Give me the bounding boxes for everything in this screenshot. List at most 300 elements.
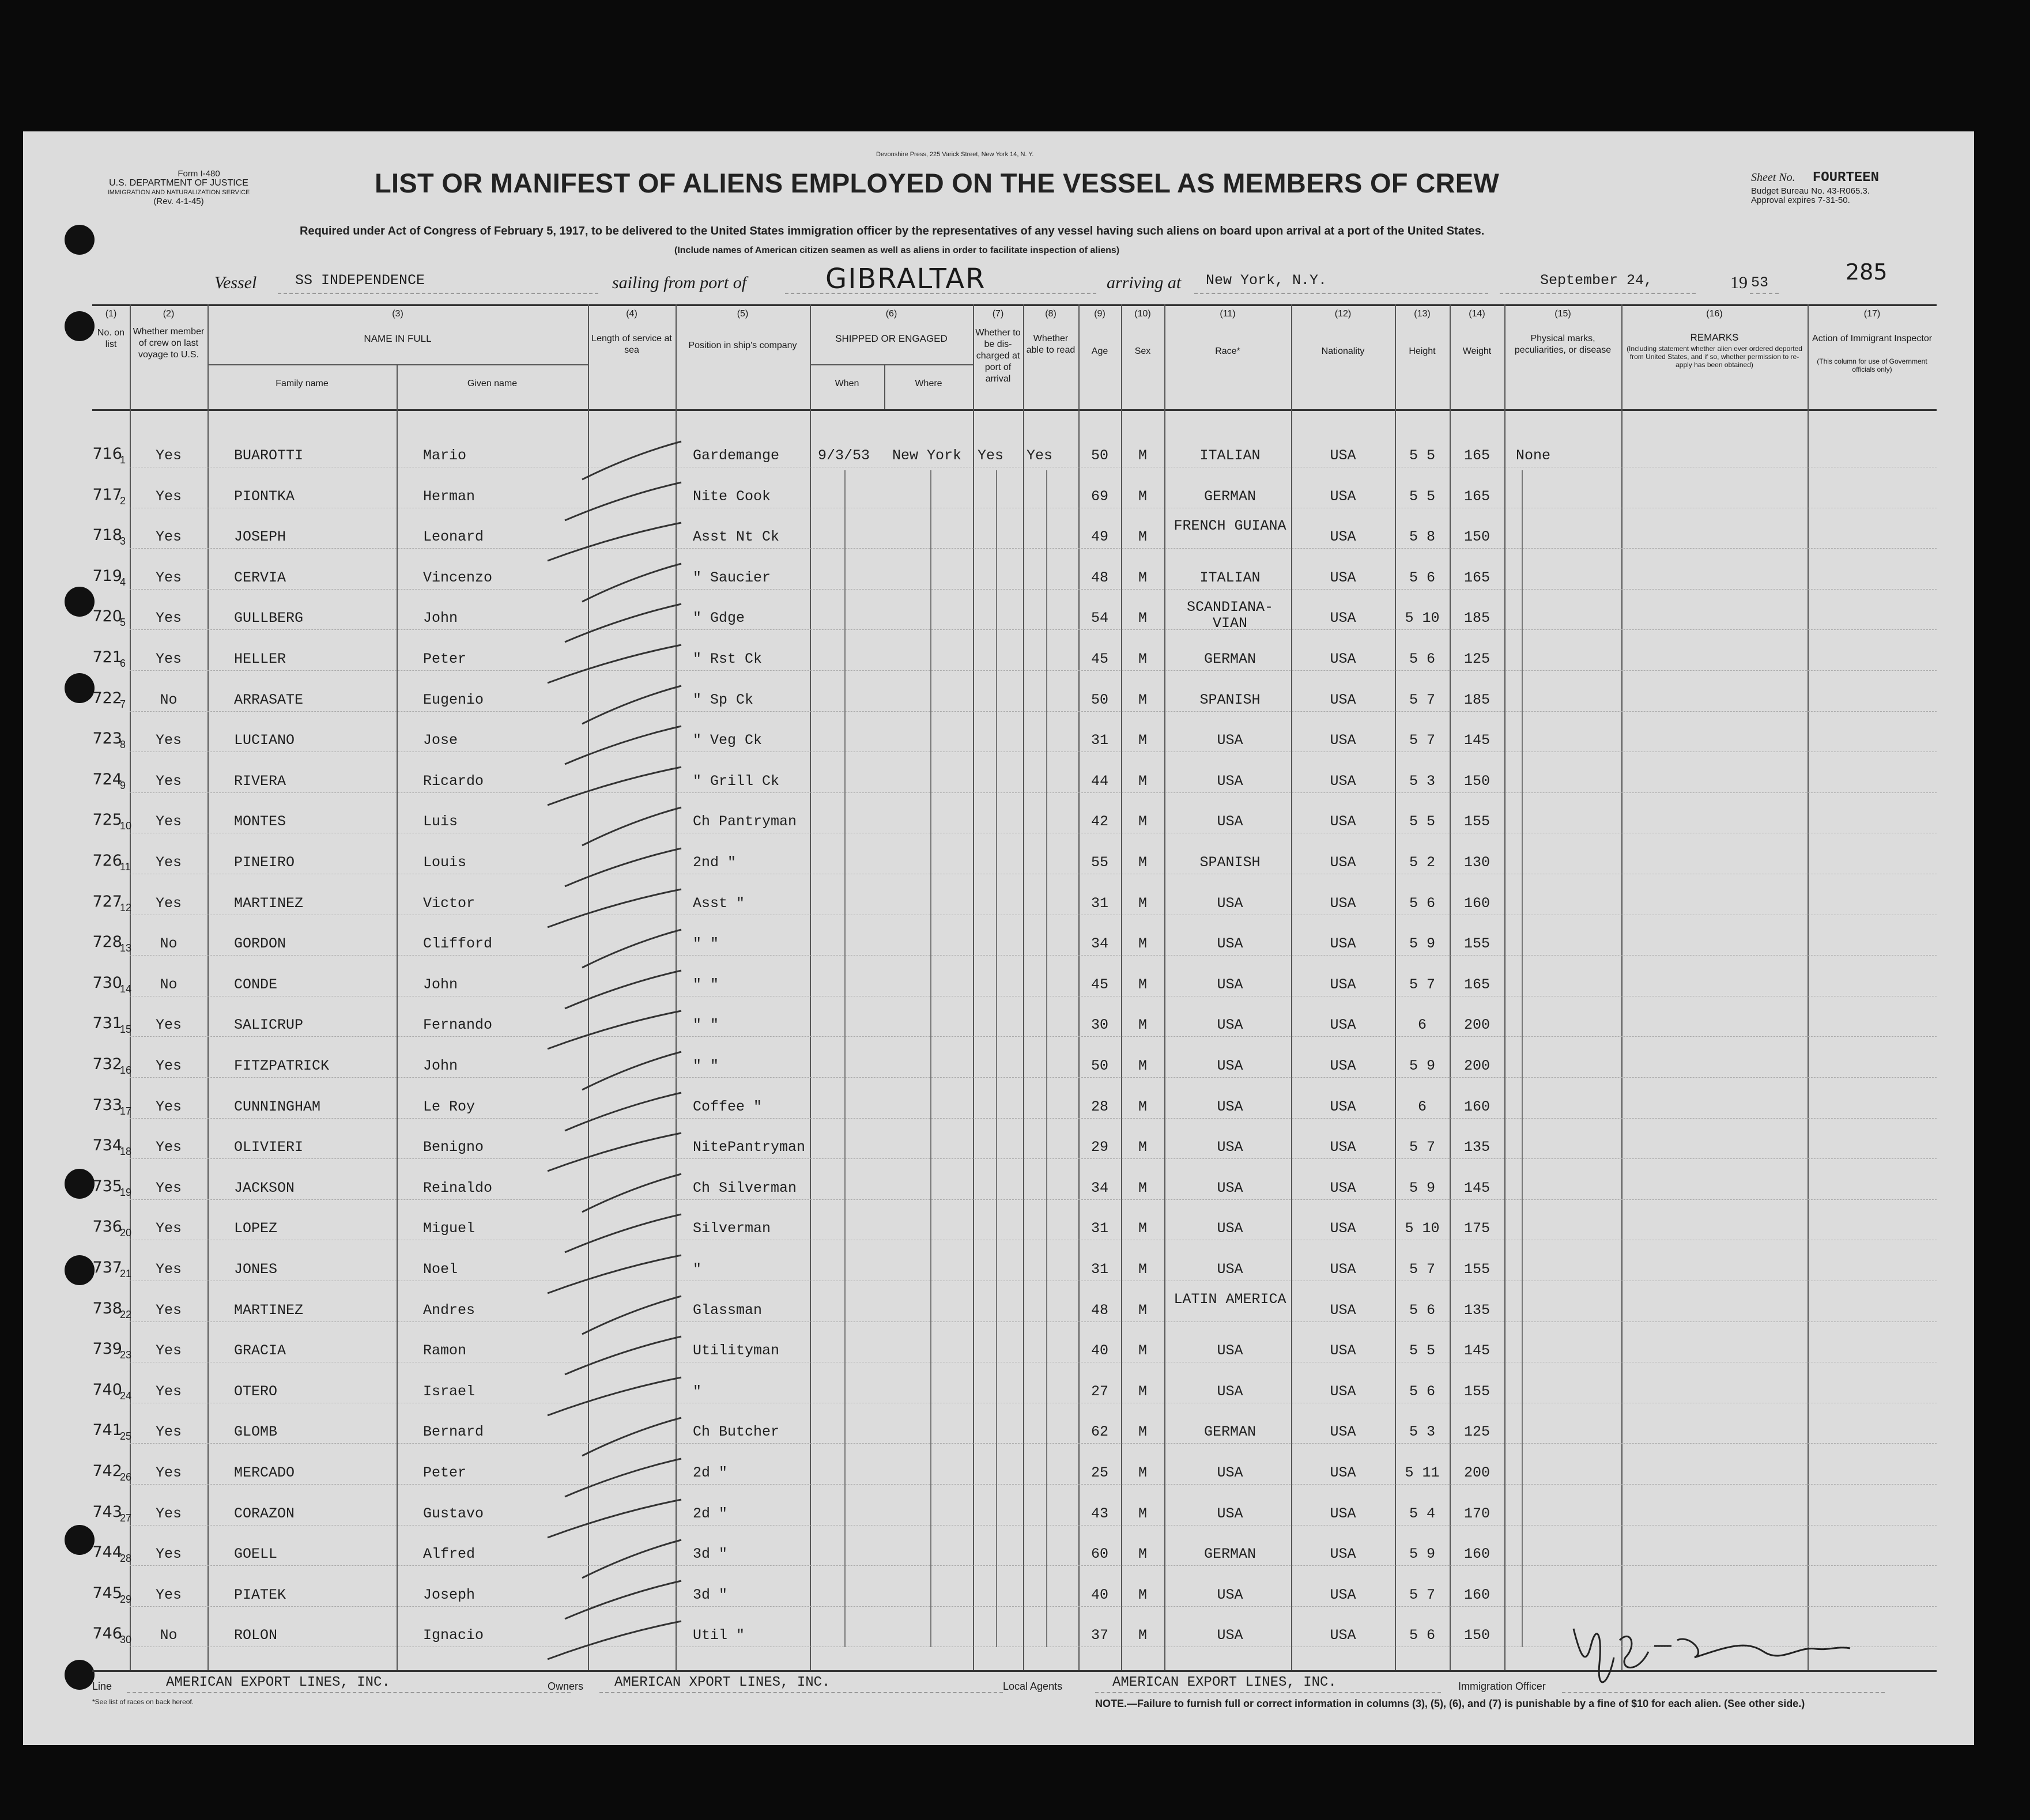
family-name: OTERO (234, 1383, 278, 1400)
crew-last-voyage: Yes (155, 1464, 182, 1481)
sex: M (1138, 1587, 1147, 1603)
height: 5 6 (1409, 1383, 1435, 1400)
column-number: (7) (992, 309, 1004, 319)
nationality: USA (1330, 1587, 1356, 1603)
given-name: Le Roy (423, 1098, 476, 1115)
sex: M (1138, 651, 1147, 667)
weight: 150 (1463, 1627, 1490, 1644)
position: Utilityman (693, 1342, 780, 1359)
height: 5 10 (1405, 1220, 1440, 1237)
line-stamp-number: 732 (92, 1055, 122, 1073)
family-name: GRACIA (234, 1342, 286, 1359)
line-stamp-number: 727 (92, 893, 122, 911)
line-stamp-number: 716 (92, 445, 122, 463)
age: 34 (1091, 935, 1108, 952)
position: " " (693, 976, 719, 993)
family-name: GLOMB (234, 1423, 278, 1440)
age: 55 (1091, 854, 1108, 871)
pencil-stroke (582, 930, 681, 968)
position: " Rst Ck (693, 651, 763, 667)
able-to-read: Yes (1027, 447, 1053, 464)
discharged: Yes (978, 447, 1004, 464)
pencil-stroke (548, 767, 681, 805)
pencil-stroke (582, 686, 681, 724)
pencil-stroke (548, 1500, 681, 1538)
crew-last-voyage: Yes (155, 1546, 182, 1562)
position: " " (693, 1058, 719, 1074)
race: USA (1217, 935, 1243, 952)
sex: M (1138, 447, 1147, 464)
crew-last-voyage: No (160, 692, 178, 708)
given-name: Benigno (423, 1139, 484, 1156)
sex: M (1138, 610, 1147, 626)
weight: 145 (1463, 1342, 1490, 1359)
line-stamp-number: 731 (92, 1014, 122, 1032)
column-header-c10: Sex (1134, 346, 1151, 356)
position: " Veg Ck (693, 732, 763, 749)
given-name: John (423, 976, 458, 993)
line-number: 18 (120, 1146, 132, 1157)
column-header-c11: Race* (1215, 346, 1240, 356)
column-header-c2: Whether member of crew on last voyage to U.S. (133, 327, 205, 360)
sheet-label: Sheet No. (1751, 171, 1795, 184)
race: USA (1217, 1464, 1243, 1481)
line-number: 5 (120, 617, 126, 628)
line-number: 14 (120, 983, 132, 995)
nationality: USA (1330, 895, 1356, 912)
line-stamp-number: 736 (92, 1218, 122, 1236)
crew-last-voyage: Yes (155, 1098, 182, 1115)
line-number: 7 (120, 698, 126, 710)
crew-last-voyage: Yes (155, 1220, 182, 1237)
nationality: USA (1330, 854, 1356, 871)
position: " Saucier (693, 569, 771, 586)
line-number: 21 (120, 1268, 132, 1279)
sex: M (1138, 1627, 1147, 1644)
line-stamp-number: 726 (92, 852, 122, 870)
column-header-c4: Length of service at sea (591, 334, 672, 355)
family-name: ROLON (234, 1627, 278, 1644)
given-name: Clifford (423, 935, 493, 952)
sheet-number: FOURTEEN (1812, 170, 1880, 186)
race: USA (1217, 1180, 1243, 1196)
column-header-c3b: Given name (467, 379, 518, 388)
height: 5 7 (1409, 1261, 1435, 1278)
family-name: OLIVIERI (234, 1139, 304, 1156)
sex: M (1138, 569, 1147, 586)
sex: M (1138, 1017, 1147, 1033)
line-number: 16 (120, 1064, 132, 1076)
crew-last-voyage: Yes (155, 854, 182, 871)
race: USA (1217, 1058, 1243, 1074)
given-name: Luis (423, 813, 458, 830)
sex: M (1138, 1546, 1147, 1562)
column-header-c15: Physical marks, peculiarities, or disease (1514, 334, 1612, 355)
officer-signature (1556, 1606, 1867, 1698)
position: Asst " (693, 895, 745, 912)
position: 3d " (693, 1587, 728, 1603)
given-name: Noel (423, 1261, 458, 1278)
sex: M (1138, 1098, 1147, 1115)
column-header-c13: Height (1409, 346, 1436, 356)
crew-last-voyage: Yes (155, 1302, 182, 1319)
nationality: USA (1330, 610, 1356, 626)
line-number: 1 (120, 454, 126, 466)
given-name: Alfred (423, 1546, 476, 1562)
position: Ch Silverman (693, 1180, 797, 1196)
line-stamp-number: 744 (92, 1543, 122, 1561)
column-number: (4) (626, 309, 637, 319)
weight: 165 (1463, 447, 1490, 464)
weight: 155 (1463, 935, 1490, 952)
pencil-stroke (582, 1418, 681, 1456)
age: 30 (1091, 1017, 1108, 1033)
position: 3d " (693, 1546, 728, 1562)
family-name: FITZPATRICK (234, 1058, 330, 1074)
sex: M (1138, 976, 1147, 993)
weight: 155 (1463, 813, 1490, 830)
local-agents: AMERICAN EXPORT LINES, INC. (1112, 1675, 1337, 1690)
line-stamp-number: 718 (92, 526, 122, 544)
sex: M (1138, 773, 1147, 790)
pencil-stroke (582, 1174, 681, 1212)
position: 2d " (693, 1464, 728, 1481)
pencil-stroke (565, 848, 681, 886)
pencil-stroke (548, 1133, 681, 1171)
weight: 160 (1463, 1587, 1490, 1603)
given-name: Ramon (423, 1342, 467, 1359)
height: 6 (1417, 1098, 1427, 1115)
family-name: HELLER (234, 651, 286, 667)
shipped-where: New York (892, 447, 962, 464)
column-header-c12: Nationality (1321, 346, 1365, 356)
port-of-sailing: GIBRALTAR (825, 263, 986, 295)
age: 31 (1091, 895, 1108, 912)
height: 5 5 (1409, 813, 1435, 830)
approval-expires: Approval expires 7-31-50. (1751, 195, 1850, 205)
nationality: USA (1330, 976, 1356, 993)
age: 31 (1091, 1261, 1108, 1278)
weight: 155 (1463, 1383, 1490, 1400)
family-name: SALICRUP (234, 1017, 304, 1033)
line-stamp-number: 733 (92, 1096, 122, 1114)
printer-line: Devonshire Press, 225 Varick Street, New York 14, N. Y. (876, 151, 1034, 158)
given-name: Vincenzo (423, 569, 493, 586)
height: 5 3 (1409, 773, 1435, 790)
given-name: Andres (423, 1302, 476, 1319)
height: 5 7 (1409, 976, 1435, 993)
sailing-label: sailing from port of (612, 273, 747, 292)
sex: M (1138, 528, 1147, 545)
column-header-c17sub: (This column for use of Government officials only) (1817, 357, 1927, 373)
race: GERMAN (1203, 1423, 1256, 1440)
family-name: GOELL (234, 1546, 278, 1562)
pencil-strokes (23, 131, 1974, 1745)
manifest-sheet (23, 131, 1974, 1745)
line-stamp-number: 730 (92, 974, 122, 992)
race: USA (1217, 1505, 1243, 1522)
family-name: CORAZON (234, 1505, 295, 1522)
age: 43 (1091, 1505, 1108, 1522)
position: Ch Butcher (693, 1423, 780, 1440)
height: 5 7 (1409, 692, 1435, 708)
crew-last-voyage: Yes (155, 1180, 182, 1196)
column-header-c7: Whether to be dis- charged at port of arrival (975, 328, 1021, 384)
race: ITALIAN (1199, 447, 1261, 464)
weight: 160 (1463, 895, 1490, 912)
weight: 160 (1463, 1546, 1490, 1562)
line-number: 11 (120, 861, 131, 873)
family-name: CUNNINGHAM (234, 1098, 321, 1115)
age: 60 (1091, 1546, 1108, 1562)
crew-last-voyage: Yes (155, 1139, 182, 1156)
crew-last-voyage: Yes (155, 732, 182, 749)
nationality: USA (1330, 1180, 1356, 1196)
race: USA (1217, 773, 1243, 790)
race: SPANISH (1199, 692, 1261, 708)
crew-last-voyage: Yes (155, 651, 182, 667)
line-number: 12 (120, 902, 132, 913)
column-header-c8: Whether able to read (1026, 334, 1076, 355)
crew-last-voyage: Yes (155, 1587, 182, 1603)
line-label: Line (92, 1681, 112, 1692)
height: 5 6 (1409, 895, 1435, 912)
line-stamp-number: 740 (92, 1381, 122, 1399)
sex: M (1138, 1383, 1147, 1400)
family-name: GULLBERG (234, 610, 304, 626)
position: Coffee " (693, 1098, 763, 1115)
arriving-label: arriving at (1107, 273, 1182, 292)
column-header-c9: Age (1091, 346, 1108, 356)
family-name: LOPEZ (234, 1220, 278, 1237)
sex: M (1138, 1180, 1147, 1196)
race: USA (1217, 976, 1243, 993)
nationality: USA (1330, 1464, 1356, 1481)
column-number: (15) (1554, 309, 1571, 319)
race: SPANISH (1199, 854, 1261, 871)
crew-last-voyage: No (160, 1627, 178, 1644)
sex: M (1138, 488, 1147, 505)
pencil-stroke (548, 645, 681, 683)
given-name: Ignacio (423, 1627, 484, 1644)
line-stamp-number: 728 (92, 933, 122, 951)
arrival-date: September 24, (1540, 272, 1653, 289)
height: 5 9 (1409, 1180, 1435, 1196)
height: 5 6 (1409, 651, 1435, 667)
position: Nite Cook (693, 488, 771, 505)
sex: M (1138, 1220, 1147, 1237)
height: 5 9 (1409, 935, 1435, 952)
column-number: (13) (1414, 309, 1431, 319)
race: USA (1217, 1261, 1243, 1278)
line-stamp-number: 724 (92, 771, 122, 788)
given-name: Miguel (423, 1220, 476, 1237)
crew-last-voyage: Yes (155, 1261, 182, 1278)
race: USA (1217, 732, 1243, 749)
age: 45 (1091, 976, 1108, 993)
column-number: (6) (885, 309, 897, 319)
given-name: Gustavo (423, 1505, 484, 1522)
age: 45 (1091, 651, 1108, 667)
line-number: 28 (120, 1553, 132, 1564)
column-number: (5) (737, 309, 749, 319)
age: 48 (1091, 569, 1108, 586)
weight: 125 (1463, 651, 1490, 667)
line-number: 10 (120, 820, 132, 832)
height: 5 7 (1409, 732, 1435, 749)
race: USA (1217, 1587, 1243, 1603)
age: 40 (1091, 1587, 1108, 1603)
weight: 145 (1463, 1180, 1490, 1196)
nationality: USA (1330, 1627, 1356, 1644)
sex: M (1138, 895, 1147, 912)
crew-last-voyage: Yes (155, 447, 182, 464)
line-stamp-number: 722 (92, 689, 122, 707)
given-name: Peter (423, 1464, 467, 1481)
height: 5 4 (1409, 1505, 1435, 1522)
races-note: *See list of races on back hereof. (92, 1698, 194, 1706)
nationality: USA (1330, 1546, 1356, 1562)
nationality: USA (1330, 1383, 1356, 1400)
position: " Sp Ck (693, 692, 754, 708)
position: " (693, 1383, 702, 1400)
given-name: Ricardo (423, 773, 484, 790)
column-number: (2) (163, 309, 175, 319)
race: GERMAN (1203, 488, 1256, 505)
nationality: USA (1330, 528, 1356, 545)
height: 5 9 (1409, 1546, 1435, 1562)
race: FRENCH GUIANA (1174, 518, 1286, 534)
crew-last-voyage: Yes (155, 1058, 182, 1074)
age: 29 (1091, 1139, 1108, 1156)
line-number: 6 (120, 658, 126, 669)
line-number: 19 (120, 1187, 132, 1198)
column-header-c1: No. on list (97, 328, 125, 349)
age: 48 (1091, 1302, 1108, 1319)
line-number: 25 (120, 1430, 132, 1442)
pencil-stroke (548, 1377, 681, 1415)
service: IMMIGRATION AND NATURALIZATION SERVICE (107, 189, 250, 196)
pencil-stroke (565, 604, 681, 642)
position: " Gdge (693, 610, 745, 626)
race: USA (1217, 1139, 1243, 1156)
weight: 135 (1463, 1139, 1490, 1156)
given-name: Leonard (423, 528, 484, 545)
line-number: 2 (120, 495, 126, 507)
age: 25 (1091, 1464, 1108, 1481)
column-header-c6a: When (835, 379, 859, 388)
sex: M (1138, 1058, 1147, 1074)
line-stamp-number: 734 (92, 1136, 122, 1154)
nationality: USA (1330, 651, 1356, 667)
family-name: JONES (234, 1261, 278, 1278)
height: 5 5 (1409, 1342, 1435, 1359)
position: NitePantryman (693, 1139, 806, 1156)
nationality: USA (1330, 1098, 1356, 1115)
age: 27 (1091, 1383, 1108, 1400)
race: USA (1217, 1220, 1243, 1237)
pencil-stroke (565, 1459, 681, 1497)
weight: 165 (1463, 569, 1490, 586)
age: 69 (1091, 488, 1108, 505)
line-number: 3 (120, 535, 126, 547)
height: 5 6 (1409, 1627, 1435, 1644)
age: 37 (1091, 1627, 1108, 1644)
given-name: Reinaldo (423, 1180, 493, 1196)
weight: 165 (1463, 976, 1490, 993)
pencil-stroke (565, 1581, 681, 1619)
column-header-c6b: Where (915, 379, 942, 388)
family-name: ARRASATE (234, 692, 304, 708)
column-number: (3) (392, 309, 403, 319)
pencil-stroke (565, 1336, 681, 1375)
nationality: USA (1330, 488, 1356, 505)
position: 2d " (693, 1505, 728, 1522)
line-stamp-number: 737 (92, 1259, 122, 1277)
line-number: 15 (120, 1024, 132, 1035)
family-name: LUCIANO (234, 732, 295, 749)
sex: M (1138, 1505, 1147, 1522)
family-name: MONTES (234, 813, 286, 830)
age: 40 (1091, 1342, 1108, 1359)
arrival-port: New York, N.Y. (1206, 272, 1327, 289)
line-stamp-number: 719 (92, 567, 122, 585)
pencil-stroke (565, 971, 681, 1009)
footer (92, 1675, 1971, 1732)
age: 28 (1091, 1098, 1108, 1115)
line-stamp-number: 720 (92, 607, 122, 625)
given-name: Fernando (423, 1017, 493, 1033)
race: USA (1217, 1342, 1243, 1359)
crew-last-voyage: Yes (155, 528, 182, 545)
position: Glassman (693, 1302, 763, 1319)
age: 50 (1091, 1058, 1108, 1074)
crew-last-voyage: Yes (155, 610, 182, 626)
crew-last-voyage: Yes (155, 1342, 182, 1359)
crew-last-voyage: Yes (155, 569, 182, 586)
nationality: USA (1330, 569, 1356, 586)
nationality: USA (1330, 1505, 1356, 1522)
pencil-stroke (565, 482, 681, 520)
column-number: (9) (1094, 309, 1105, 319)
family-name: JOSEPH (234, 528, 286, 545)
line-stamp-number: 743 (92, 1503, 122, 1521)
nationality: USA (1330, 1220, 1356, 1237)
given-name: Jose (423, 732, 458, 749)
sex: M (1138, 935, 1147, 952)
height: 5 6 (1409, 569, 1435, 586)
sex: M (1138, 1423, 1147, 1440)
pencil-stroke (582, 564, 681, 602)
sex: M (1138, 854, 1147, 871)
race: GERMAN (1203, 1546, 1256, 1562)
sex: M (1138, 1302, 1147, 1319)
page-title: LIST OR MANIFEST OF ALIENS EMPLOYED ON THE VESSEL AS MEMBERS OF CREW (375, 168, 1500, 198)
race: GERMAN (1203, 651, 1256, 667)
height: 5 9 (1409, 1058, 1435, 1074)
family-name: JACKSON (234, 1180, 295, 1196)
height: 5 3 (1409, 1423, 1435, 1440)
age: 34 (1091, 1180, 1108, 1196)
line-stamp-number: 738 (92, 1300, 122, 1317)
column-header-c3: NAME IN FULL (364, 333, 432, 344)
weight: 170 (1463, 1505, 1490, 1522)
height: 6 (1417, 1017, 1427, 1033)
crew-last-voyage: No (160, 976, 178, 993)
weight: 175 (1463, 1220, 1490, 1237)
race: USA (1217, 1627, 1243, 1644)
sex: M (1138, 692, 1147, 708)
